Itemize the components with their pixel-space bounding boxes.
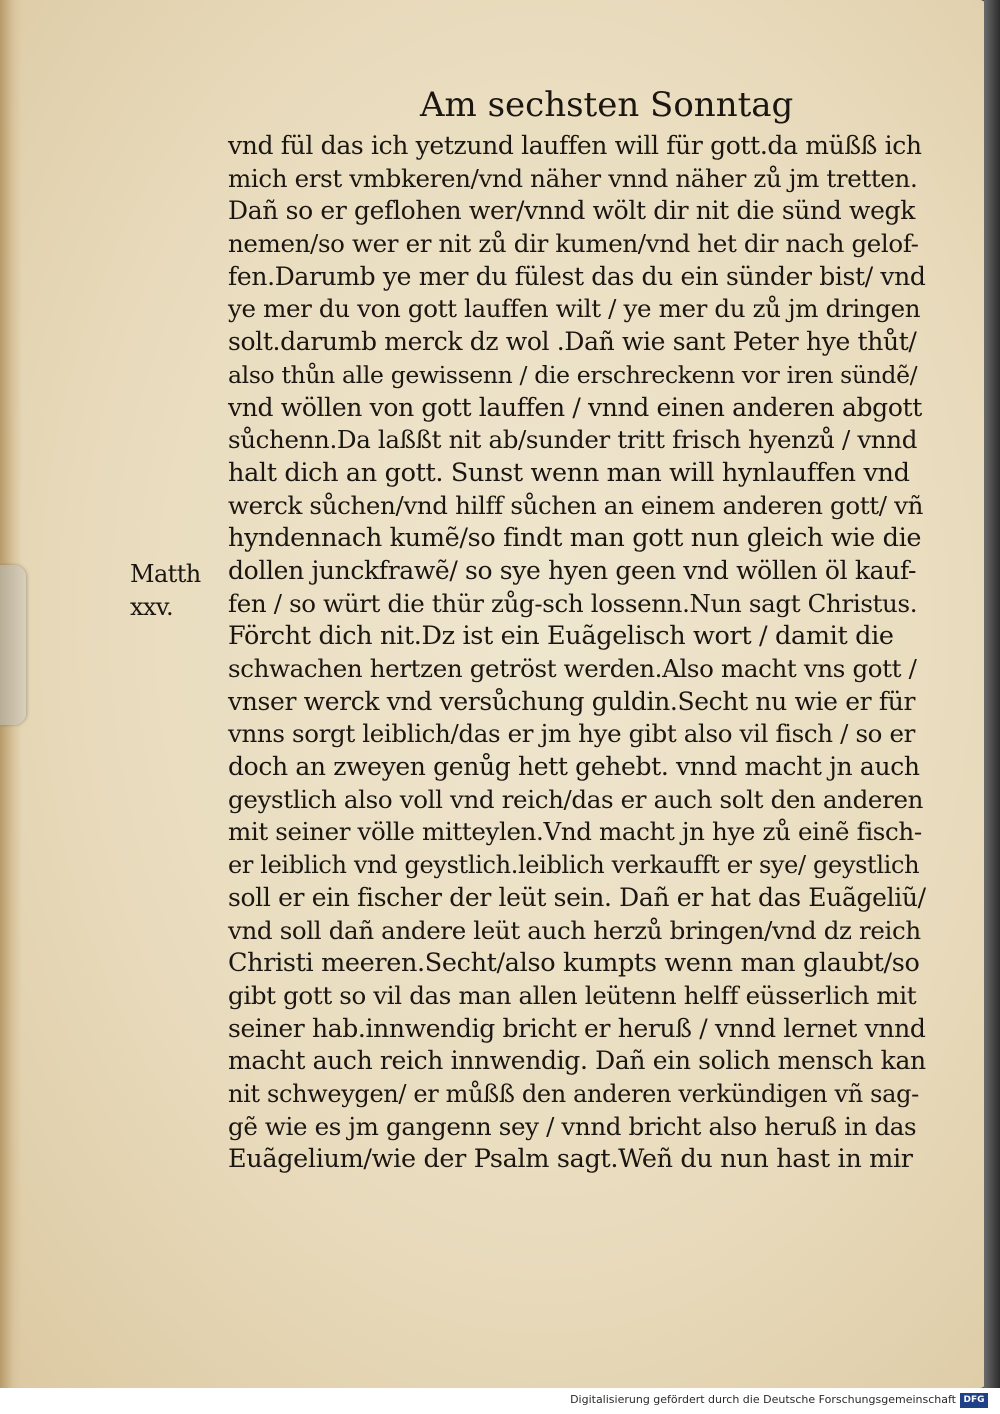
- text-line: halt dich an gott. Sunst wenn man will hynlauffen vnd: [228, 457, 910, 488]
- text-line: dollen junckfrawẽ/ so sye hyen geen vnd wöllen öl kauf-: [228, 555, 917, 585]
- running-header: Am sechsten Sonntag: [420, 85, 794, 125]
- text-line: schwachen hertzen getröst werden.Also macht vns gott /: [228, 654, 917, 683]
- text-line: solt.darumb merck dz wol .Dañ wie sant Peter hye thůt/: [228, 327, 917, 357]
- margin-note-line: Matth: [130, 560, 201, 588]
- text-line: werck sůchen/vnd hilff sůchen an einem anderen gott/ vñ: [228, 490, 923, 520]
- page-clip: [0, 565, 26, 725]
- text-line: nemen/so wer er nit zů dir kumen/vnd het dir nach gelof-: [228, 229, 919, 259]
- text-line: Euãgelium/wie der Psalm sagt.Weñ du nun hast in mir: [228, 1144, 913, 1175]
- text-line: sůchenn.Da laßßt nit ab/sunder tritt frisch hyenzů / vnnd: [228, 425, 918, 455]
- text-line: vnns sorgt leiblich/das er jm hye gibt also vil fisch / so er: [228, 719, 916, 749]
- text-line: also thůn alle gewissenn / die erschreckenn vor iren sündẽ/: [228, 360, 918, 389]
- footer-bar: [0, 1388, 1000, 1414]
- text-line: Dañ so er geflohen wer/vnnd wölt dir nit die sünd wegk: [228, 196, 915, 226]
- text-line: ye mer du von gott lauffen wilt / ye mer du zů jm dringen: [228, 294, 921, 324]
- text-line: mich erst vmbkeren/vnd näher vnnd näher zů jm tretten.: [228, 163, 918, 193]
- margin-note: [130, 558, 226, 623]
- text-line: Christi meeren.Secht/also kumpts wenn man glaubt/so: [228, 948, 920, 979]
- text-line: vnd wöllen von gott lauffen / vnnd einen anderen abgott: [228, 392, 922, 422]
- text-line: er leiblich vnd geystlich.leiblich verkaufft er sye/ geystlich: [228, 851, 920, 880]
- body-text: [228, 130, 928, 1176]
- text-line: fen / so würt die thür zůg-sch lossenn.Nun sagt Christus.: [228, 588, 918, 618]
- text-line: macht auch reich innwendig. Dañ ein solich mensch kan: [228, 1046, 926, 1076]
- text-line: fen.Darumb ye mer du fülest das du ein sünder bist/ vnd: [228, 261, 926, 291]
- text-line: geystlich also voll vnd reich/das er auch solt den anderen: [228, 784, 924, 814]
- text-line: mit seiner völle mitteylen.Vnd macht jn hye zů einẽ fisch-: [228, 817, 922, 847]
- funding-credit: Digitalisierung gefördert durch die Deutsche Forschungsgemeinschaft: [570, 1393, 956, 1406]
- text-line: gẽ wie es jm gangenn sey / vnnd bricht also heruß in das: [228, 1111, 917, 1141]
- text-line: doch an zweyen genůg hett gehebt. vnnd macht jn auch: [228, 752, 920, 782]
- text-line: vnd soll dañ andere leüt auch herzů bringen/vnd dz reich: [228, 915, 921, 945]
- margin-note-line: xxv.: [130, 592, 174, 621]
- text-line: Förcht dich nit.Dz ist ein Euãgelisch wort / damit die: [228, 621, 894, 652]
- dfg-logo: DFG: [960, 1393, 988, 1408]
- text-line: nit schweygen/ er můßß den anderen verkündigen vñ sag-: [228, 1079, 919, 1108]
- page-edge: [984, 0, 1000, 1388]
- text-line: hyndennach kumẽ/so findt man gott nun gleich wie die: [228, 523, 922, 554]
- text-line: gibt gott so vil das man allen leütenn helff eüsserlich mit: [228, 980, 917, 1010]
- text-line: vnser werck vnd versůchung guldin.Secht nu wie er für: [228, 686, 916, 716]
- text-line: soll er ein fischer der leüt sein. Dañ er hat das Euãgeliũ/: [228, 882, 926, 912]
- text-line: seiner hab.innwendig bricht er heruß / vnnd lernet vnnd: [228, 1013, 926, 1043]
- text-line: vnd fül das ich yetzund lauffen will für gott.da müßß ich: [228, 131, 922, 160]
